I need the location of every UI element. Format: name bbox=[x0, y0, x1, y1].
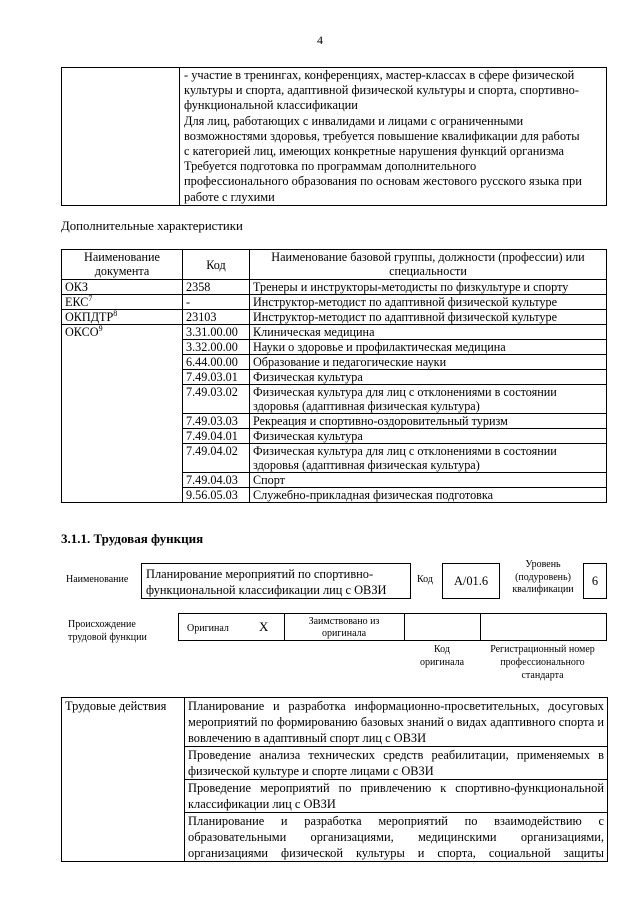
qualification-level-box: 6 bbox=[583, 563, 607, 599]
document-cell: ОКПДТР$^8$ bbox=[62, 310, 183, 325]
requirement-line: с категорией лиц, имеющих конкретные нарушения функций организма bbox=[184, 144, 564, 159]
labor-actions-table bbox=[61, 697, 608, 862]
requirement-line: возможностями здоровья, требуется повышение квалификации для работы bbox=[184, 128, 580, 143]
name-cell: Клиническая медицина bbox=[250, 325, 607, 340]
origin-table bbox=[178, 613, 607, 641]
additional-characteristics-table bbox=[61, 249, 607, 503]
labor-action-item: Проведение анализа технических средств реабилитации, применяемых в физической культуре и спорте лицами с ОВЗИ bbox=[185, 747, 608, 780]
registration-number-label: Регистрационный номер профессионального стандарта bbox=[490, 644, 595, 681]
function-name-line: Планирование мероприятий по спортивно- bbox=[146, 567, 374, 581]
labor-action-item: Проведение мероприятий по привлечению к спортивно-функциональной классификации лиц с ОВЗИ bbox=[185, 780, 608, 813]
labor-actions-label: Трудовые действия bbox=[62, 698, 185, 862]
empty-label-cell bbox=[62, 68, 180, 206]
function-name-box bbox=[141, 563, 411, 599]
origin-label: Происхождение трудовой функции bbox=[68, 619, 147, 643]
requirement-line: - участие в тренингах, конференциях, мастер-классах в сфере физической bbox=[184, 68, 575, 82]
original-mark: X bbox=[259, 619, 269, 634]
code-cell: 2358 bbox=[183, 280, 250, 295]
table-row bbox=[62, 295, 607, 310]
qualification-requirements-table bbox=[61, 67, 607, 206]
code-cell: 7.49.03.01 bbox=[183, 370, 250, 385]
page-number: 4 bbox=[317, 33, 323, 47]
name-cell: Физическая культура bbox=[250, 370, 607, 385]
borrowed-label: Заимствовано из оригинала bbox=[308, 616, 380, 639]
name-cell: Науки о здоровье и профилактическая медицина bbox=[250, 340, 607, 355]
name-cell: Инструктор-методист по адаптивной физической культуре bbox=[250, 295, 607, 310]
labor-action-item: Планирование и разработка информационно-просветительных, досуговых мероприятий по формированию базовых знаний о видах адаптивного спорта и вовлечению в адаптивный спорт лиц с ОВЗИ bbox=[185, 698, 608, 747]
divider bbox=[404, 614, 405, 640]
requirement-line: культуры и спорта, адаптивной физической культуры и спорта, спортивно- bbox=[184, 83, 580, 98]
table-row bbox=[62, 280, 607, 295]
document-cell: ЕКС$^7$ bbox=[62, 295, 183, 310]
requirement-line: Требуется подготовка по программам дополнительного bbox=[184, 159, 477, 174]
code-box: А/01.6 bbox=[442, 563, 500, 599]
name-cell: Инструктор-методист по адаптивной физической культуре bbox=[250, 310, 607, 325]
header-code: Код bbox=[183, 250, 250, 280]
code-label: Код bbox=[417, 574, 433, 585]
function-name-line: функциональной классификации лиц с ОВЗИ bbox=[146, 583, 387, 597]
code-cell: 7.49.03.03 bbox=[183, 414, 250, 429]
requirement-line: работе с глухими bbox=[184, 189, 275, 204]
document-cell: ОКЗ bbox=[62, 280, 183, 295]
name-cell: Рекреация и спортивно-оздоровительный туризм bbox=[250, 414, 607, 429]
name-cell: Образование и педагогические науки bbox=[250, 355, 607, 370]
divider bbox=[480, 614, 481, 640]
requirements-cell bbox=[180, 68, 607, 206]
table-row bbox=[62, 310, 607, 325]
footnote-mark: 7 bbox=[88, 293, 93, 303]
name-cell: Служебно-прикладная физическая подготовка bbox=[250, 488, 607, 503]
code-cell: 3.32.00.00 bbox=[183, 340, 250, 355]
code-cell: 7.49.03.02 bbox=[183, 385, 250, 414]
requirement-line: функциональной классификации bbox=[184, 98, 358, 113]
name-label: Наименование bbox=[66, 574, 129, 585]
additional-characteristics-heading: Дополнительные характеристики bbox=[61, 219, 243, 233]
original-label: Оригинал bbox=[187, 623, 229, 634]
code-cell: 7.49.04.01 bbox=[183, 429, 250, 444]
code-cell: 6.44.00.00 bbox=[183, 355, 250, 370]
name-cell: Физическая культура bbox=[250, 429, 607, 444]
name-cell: Физическая культура для лиц с отклонениями в состоянии здоровья (адаптивная физическая культура) bbox=[250, 385, 607, 414]
header-group-name: Наименование базовой группы, должности (профессии) или специальности bbox=[250, 250, 607, 280]
code-cell: 7.49.04.03 bbox=[183, 473, 250, 488]
header-document: Наименование документа bbox=[62, 250, 183, 280]
table-row bbox=[62, 325, 607, 340]
code-cell: - bbox=[183, 295, 250, 310]
labor-action-item: Планирование и разработка мероприятий по взаимодействию с образовательными организациями, медицинскими организациями, организациями физической культуры и спорта, социальной защиты bbox=[185, 813, 608, 862]
name-cell: Спорт bbox=[250, 473, 607, 488]
footnote-mark: 9 bbox=[98, 323, 103, 333]
section-heading: 3.1.1. Трудовая функция bbox=[61, 531, 204, 546]
requirement-line: Для лиц, работающих с инвалидами и лицами с ограниченными bbox=[184, 113, 524, 128]
code-cell: 3.31.00.00 bbox=[183, 325, 250, 340]
footnote-mark: 8 bbox=[113, 308, 118, 318]
document-cell-okso: ОКСО$^9$ bbox=[62, 325, 183, 503]
code-cell: 7.49.04.02 bbox=[183, 444, 250, 473]
qualification-level-label: Уровень (подуровень) квалификации bbox=[512, 559, 574, 595]
code-cell: 23103 bbox=[183, 310, 250, 325]
name-cell: Физическая культура для лиц с отклонениями в состоянии здоровья (адаптивная физическая культура) bbox=[250, 444, 607, 473]
requirement-line: профессионального образования по основам жестового русского языка при bbox=[184, 174, 582, 189]
name-cell: Тренеры и инструкторы-методисты по физкультуре и спорту bbox=[250, 280, 607, 295]
code-original-label: Код оригинала bbox=[419, 644, 465, 668]
code-cell: 9.56.05.03 bbox=[183, 488, 250, 503]
